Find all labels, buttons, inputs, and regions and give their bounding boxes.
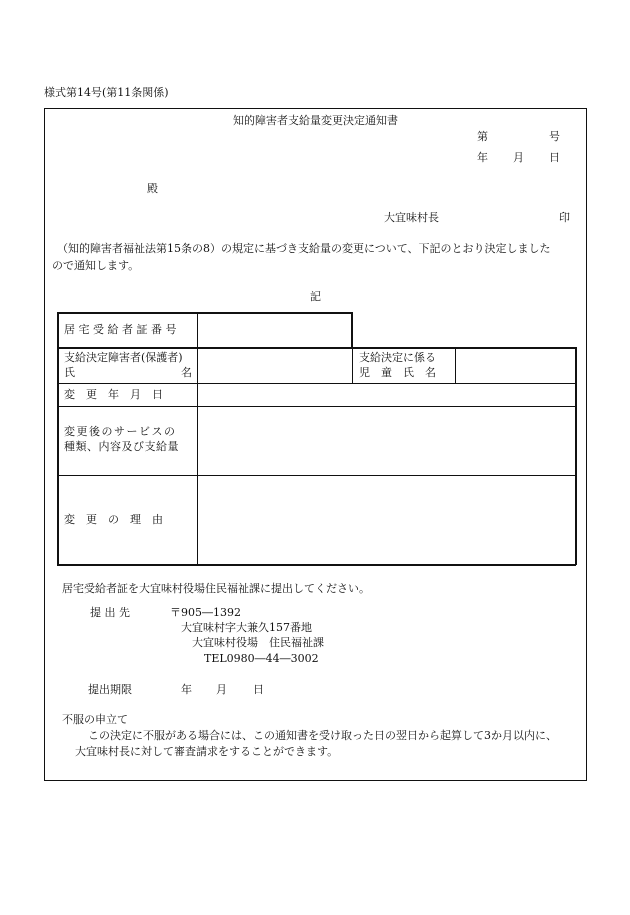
submission-address: 大宜味村字大兼久157番地: [181, 621, 312, 634]
number-prefix: 第: [477, 130, 488, 143]
cert-number-label: 居宅受給者証番号: [64, 323, 180, 336]
service-label-line1: 変更後のサービスの: [64, 425, 177, 438]
date-month: 月: [513, 151, 524, 164]
submission-tel: TEL0980―44―3002: [204, 652, 319, 665]
date-year: 年: [477, 151, 488, 164]
submission-postal-code: 〒905―1392: [170, 606, 241, 619]
deadline-day: 日: [253, 683, 264, 696]
ki-heading: 記: [310, 290, 321, 303]
submission-instruction: 居宅受給者証を大宜味村役場住民福祉課に提出してください。: [62, 582, 370, 595]
reason-label: 変 更 の 理 由: [64, 513, 163, 526]
submission-destination-label: 提 出 先: [90, 606, 130, 619]
document-title: 知的障害者支給量変更決定通知書: [233, 114, 398, 127]
deadline-year: 年: [181, 683, 192, 696]
recipient-label-line2: [64, 366, 192, 380]
objection-text-line1: この決定に不服がある場合には、この通知書を受け取った日の翌日から起算して3か月以内に、: [88, 729, 557, 742]
child-label-line2: 児 童 氏 名: [359, 366, 436, 379]
body-text-line1: （知的障害者福祉法第15条の8）の規定に基づき支給量の変更について、下記のとおり決定しました: [57, 242, 551, 255]
recipient-label-shi: 氏: [64, 366, 75, 379]
addressee-suffix: 殿: [147, 182, 158, 195]
seal-mark: 印: [559, 211, 570, 224]
submission-deadline-label: 提出期限: [88, 683, 132, 696]
objection-heading: 不服の申立て: [62, 713, 128, 726]
objection-text-line2: 大宜味村長に対して審査請求をすることができます。: [75, 745, 339, 758]
recipient-label-line1: 支給決定障害者(保護者): [64, 351, 183, 364]
change-date-label: 変 更 年 月 日: [64, 388, 163, 401]
form-number-label: 様式第14号(第11条関係): [44, 86, 169, 99]
number-suffix: 号: [549, 130, 560, 143]
child-label-line1: 支給決定に係る: [359, 351, 436, 364]
date-day: 日: [549, 151, 560, 164]
service-label-line2: 種類、内容及び支給量: [64, 440, 179, 453]
body-text-line2: ので通知します。: [52, 259, 140, 272]
recipient-label-mei: 名: [181, 366, 192, 379]
submission-office: 大宜味村役場 住民福祉課: [192, 636, 324, 649]
deadline-month: 月: [216, 683, 227, 696]
issuer-name: 大宜味村長: [384, 211, 439, 224]
